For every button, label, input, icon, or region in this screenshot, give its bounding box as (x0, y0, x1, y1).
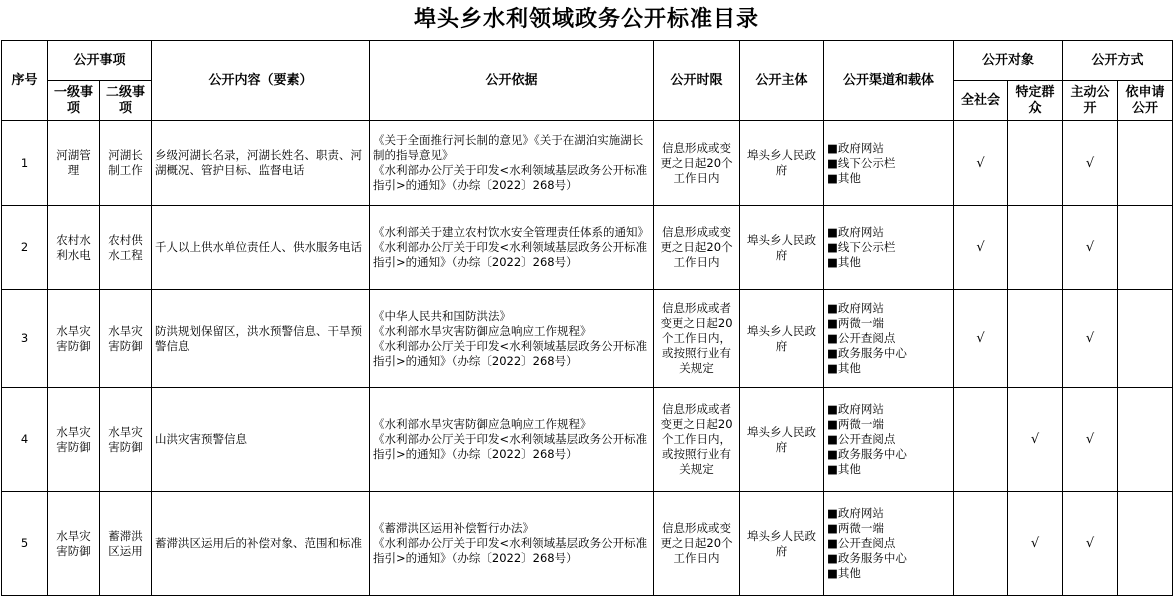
basis-line: 《水利部办公厅关于印发<水利领域基层政务公开标准指引>的通知》（办综〔2022〕268号） (373, 432, 648, 461)
row-level2: 水旱灾害防御 (100, 290, 152, 388)
check-target-specific (1008, 388, 1063, 492)
row-seq: 1 (2, 121, 48, 206)
channel-item: ■政务服务中心 (827, 346, 907, 360)
row-level2: 水旱灾害防御 (100, 388, 152, 492)
basis-line: 《蓄滞洪区运用补偿暂行办法》 (373, 521, 535, 535)
check-mark-icon: √ (1085, 536, 1095, 551)
row-level1: 水旱灾害防御 (48, 388, 100, 492)
channel-item: ■政府网站 (827, 140, 884, 155)
check-mode-request (1118, 492, 1173, 596)
row-basis (370, 121, 654, 206)
row-channel (824, 290, 954, 388)
basis-line: 《水利部办公厅关于印发<水利领域基层政务公开标准指引>的通知》（办综〔2022〕268号） (373, 240, 648, 269)
check-target-all (954, 388, 1008, 492)
check-mark-icon: √ (976, 331, 985, 346)
check-target-all (954, 290, 1008, 388)
check-target-specific (1008, 290, 1063, 388)
row-channel (824, 492, 954, 596)
channel-item: ■其他 (827, 462, 861, 476)
row-level1: 河湖管理 (48, 121, 100, 206)
header-level2: 二级事项 (100, 81, 152, 121)
row-basis (370, 492, 654, 596)
channel-item: ■公开查阅点 (827, 536, 896, 550)
header-matter: 公开事项 (48, 41, 152, 81)
basis-line: 《水利部办公厅关于印发<水利领域基层政务公开标准指引>的通知》（办综〔2022〕268号） (373, 163, 648, 192)
header-row-1 (2, 41, 1173, 81)
row-subject: 埠头乡人民政府 (740, 206, 824, 290)
header-target-all: 全社会 (954, 81, 1008, 121)
row-level2: 河湖长制工作 (100, 121, 152, 206)
channel-item: ■公开查阅点 (827, 331, 896, 345)
check-mark-icon: √ (1030, 536, 1040, 551)
basis-line: 《水利部水旱灾害防御应急响应工作规程》 (373, 323, 592, 338)
table-row (2, 206, 1173, 290)
row-subject: 埠头乡人民政府 (740, 121, 824, 206)
check-mode-request (1118, 121, 1173, 206)
header-level1: 一级事项 (48, 81, 100, 121)
row-level2: 农村供水工程 (100, 206, 152, 290)
row-time: 信息形成或变更之日起20个工作日内 (654, 492, 740, 596)
check-target-specific (1008, 206, 1063, 290)
header-mode-active: 主动公开 (1063, 81, 1118, 121)
table-body (2, 121, 1173, 596)
check-mark-icon: √ (976, 155, 985, 171)
row-level1: 水旱灾害防御 (48, 290, 100, 388)
channel-item: ■政府网站 (827, 225, 884, 239)
check-mode-active (1063, 492, 1118, 596)
row-channel (824, 388, 954, 492)
check-mode-active (1063, 290, 1118, 388)
header-target: 公开对象 (954, 41, 1063, 81)
channel-item: ■其他 (827, 255, 861, 269)
channel-item: ■政务服务中心 (827, 551, 907, 565)
header-seq: 序号 (2, 41, 48, 121)
row-time: 信息形成或变更之日起20个工作日内 (654, 121, 740, 206)
check-mode-request (1118, 206, 1173, 290)
header-content: 公开内容（要素） (152, 41, 370, 121)
header-mode: 公开方式 (1063, 41, 1173, 81)
row-seq: 4 (2, 388, 48, 492)
row-channel (824, 206, 954, 290)
row-subject: 埠头乡人民政府 (740, 388, 824, 492)
check-target-all (954, 492, 1008, 596)
row-seq: 5 (2, 492, 48, 596)
check-target-specific (1008, 492, 1063, 596)
channel-item: ■线下公示栏 (827, 155, 896, 170)
row-content: 蓄滞洪区运用后的补偿对象、范围和标准 (152, 492, 370, 596)
row-time: 信息形成或者变更之日起20个工作日内，或按照行业有关规定 (654, 290, 740, 388)
header-mode-request: 依申请公开 (1118, 81, 1173, 121)
table-row (2, 492, 1173, 596)
check-mark-icon: √ (1030, 432, 1040, 447)
channel-item: ■公开查阅点 (827, 432, 896, 446)
row-content: 乡级河湖长名录，河湖长姓名、职责、河湖概况、管护目标、监督电话 (152, 121, 370, 206)
header-channel: 公开渠道和载体 (824, 41, 954, 121)
row-seq: 2 (2, 206, 48, 290)
basis-line: 《关于全面推行河长制的意见》《关于在湖泊实施湖长制的指导意见》 (373, 133, 644, 162)
row-channel (824, 121, 954, 206)
channel-item: ■线下公示栏 (827, 240, 896, 254)
row-content: 千人以上供水单位责任人、供水服务电话 (152, 206, 370, 290)
channel-item: ■其他 (827, 170, 861, 185)
check-target-all (954, 121, 1008, 206)
check-mode-request (1118, 388, 1173, 492)
check-mark-icon: √ (1085, 155, 1095, 171)
row-level2: 蓄滞洪区运用 (100, 492, 152, 596)
row-time: 信息形成或变更之日起20个工作日内 (654, 206, 740, 290)
basis-line: 《水利部办公厅关于印发<水利领域基层政务公开标准指引>的通知》（办综〔2022〕268号） (373, 338, 648, 368)
catalog-table (1, 40, 1173, 596)
row-basis (370, 388, 654, 492)
basis-line: 《水利部关于建立农村饮水安全管理责任体系的通知》 (373, 225, 650, 239)
channel-item: ■两微一端 (827, 521, 884, 535)
row-seq: 3 (2, 290, 48, 388)
row-level1: 农村水利水电 (48, 206, 100, 290)
channel-item: ■两微一端 (827, 316, 884, 330)
table-row (2, 121, 1173, 206)
row-level1: 水旱灾害防御 (48, 492, 100, 596)
header-basis: 公开依据 (370, 41, 654, 121)
check-target-all (954, 206, 1008, 290)
check-mark-icon: √ (976, 240, 985, 255)
check-target-specific (1008, 121, 1063, 206)
table-row (2, 290, 1173, 388)
check-mark-icon: √ (1085, 240, 1095, 255)
check-mode-active (1063, 121, 1118, 206)
channel-item: ■政务服务中心 (827, 447, 907, 461)
check-mode-active (1063, 206, 1118, 290)
check-mark-icon: √ (1085, 331, 1095, 346)
basis-line: 《中华人民共和国防洪法》 (373, 308, 512, 323)
channel-item: ■政府网站 (827, 506, 884, 520)
row-basis (370, 206, 654, 290)
header-time: 公开时限 (654, 41, 740, 121)
row-content: 防洪规划保留区，洪水预警信息、干旱预警信息 (152, 290, 370, 388)
row-subject: 埠头乡人民政府 (740, 492, 824, 596)
row-basis (370, 290, 654, 388)
channel-item: ■两微一端 (827, 417, 884, 431)
channel-item: ■其他 (827, 566, 861, 580)
table-row (2, 388, 1173, 492)
check-mark-icon: √ (1085, 432, 1095, 447)
channel-item: ■其他 (827, 361, 861, 375)
check-mode-request (1118, 290, 1173, 388)
channel-item: ■政府网站 (827, 402, 884, 416)
row-content: 山洪灾害预警信息 (152, 388, 370, 492)
header-target-specific: 特定群众 (1008, 81, 1063, 121)
check-mode-active (1063, 388, 1118, 492)
channel-item: ■政府网站 (827, 301, 884, 315)
page-title: 埠头乡水利领域政务公开标准目录 (413, 7, 759, 32)
header-subject: 公开主体 (740, 41, 824, 121)
row-time: 信息形成或者变更之日起20个工作日内，或按照行业有关规定 (654, 388, 740, 492)
row-subject: 埠头乡人民政府 (740, 290, 824, 388)
basis-line: 《水利部水旱灾害防御应急响应工作规程》 (373, 417, 592, 431)
basis-line: 《水利部办公厅关于印发<水利领域基层政务公开标准指引>的通知》（办综〔2022〕268号） (373, 536, 648, 565)
